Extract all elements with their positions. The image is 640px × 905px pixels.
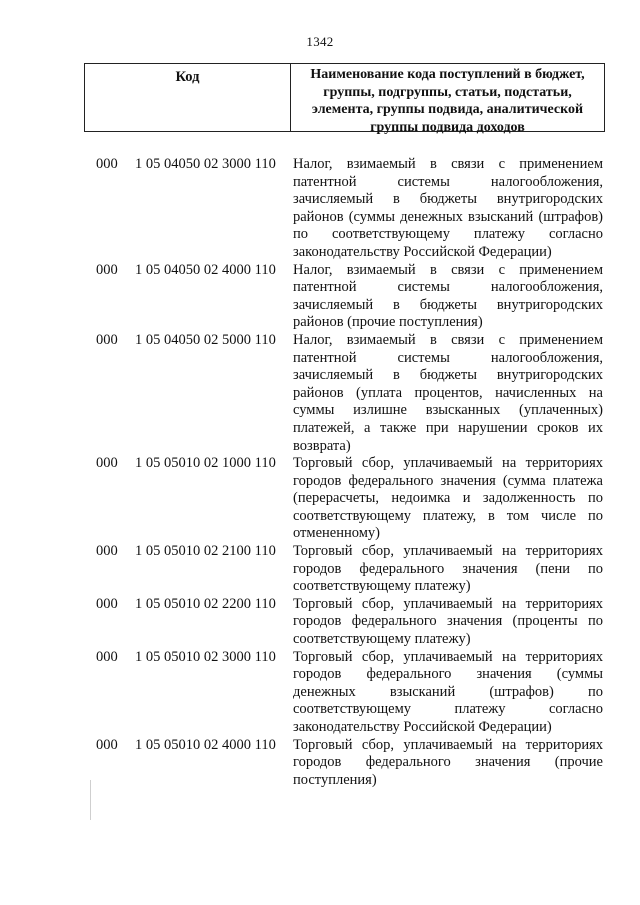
revenue-description: Торговый сбор, уплачиваемый на территориях городов федерального значения (прочие поступления) xyxy=(293,736,603,788)
revenue-code: 1 05 05010 02 3000 110 xyxy=(135,648,276,665)
table-row xyxy=(0,332,640,455)
revenue-code: 1 05 04050 02 5000 110 xyxy=(135,331,276,348)
revenue-description: Налог, взимаемый в связи с применением патентной системы налогообложения, зачисляемый в бюджеты внутригородских районов (уплата процентов, начисленных на суммы излишне взысканных (уплаченных) платежей, а также при нарушении сроков их возврата) xyxy=(293,331,603,454)
table-row xyxy=(0,543,640,596)
admin-code: 000 xyxy=(96,331,118,348)
revenue-description: Торговый сбор, уплачиваемый на территориях городов федерального значения (проценты по соответствующему платежу) xyxy=(293,595,603,648)
revenue-description: Налог, взимаемый в связи с применением патентной системы налогообложения, зачисляемый в бюджеты внутригородских районов (прочие поступления) xyxy=(293,261,603,331)
admin-code: 000 xyxy=(96,595,118,612)
admin-code: 000 xyxy=(96,156,118,172)
table-header xyxy=(84,63,605,135)
admin-code: 000 xyxy=(96,455,118,472)
table-row xyxy=(0,455,640,543)
revenue-description: Торговый сбор, уплачиваемый на территориях городов федерального значения (суммы денежных взысканий (штрафов) по соответствующему платежу согласно законодательству Российской Федерации) xyxy=(293,648,603,735)
revenue-description: Торговый сбор, уплачиваемый на территориях городов федерального значения (сумма платежа (перерасчеты, недоимка и задолженность по соответствующему платежу, в том числе по отмененному) xyxy=(293,455,603,542)
table-body xyxy=(0,156,640,789)
table-row xyxy=(0,649,640,737)
scan-margin-mark xyxy=(90,780,91,820)
admin-code: 000 xyxy=(96,648,118,665)
admin-code: 000 xyxy=(96,261,118,278)
table-row xyxy=(0,156,640,262)
revenue-code: 1 05 04050 02 4000 110 xyxy=(135,261,276,278)
table-row xyxy=(0,737,640,790)
revenue-code: 1 05 05010 02 4000 110 xyxy=(135,736,276,753)
revenue-description: Налог, взимаемый в связи с применением патентной системы налогообложения, зачисляемый в бюджеты внутригородских районов (суммы денежных взысканий (штрафов) по соответствующему платежу согласно законодательству Российской Федерации) xyxy=(293,156,603,260)
revenue-code: 1 05 04050 02 3000 110 xyxy=(135,156,276,172)
revenue-code: 1 05 05010 02 2200 110 xyxy=(135,595,276,612)
table-row xyxy=(0,596,640,649)
header-code-column: Код xyxy=(85,64,291,131)
revenue-code: 1 05 05010 02 1000 110 xyxy=(135,455,276,472)
revenue-code: 1 05 05010 02 2100 110 xyxy=(135,543,276,560)
header-name-column: Наименование кода поступлений в бюджет, группы, подгруппы, статьи, подстатьи, элемента, группы подвида, аналитической группы подвида доходов xyxy=(310,67,585,135)
admin-code: 000 xyxy=(96,543,118,560)
table-row xyxy=(0,262,640,332)
page-number: 1342 xyxy=(306,34,334,49)
revenue-description: Торговый сбор, уплачиваемый на территориях городов федерального значения (пени по соответствующему платежу) xyxy=(293,543,603,595)
admin-code: 000 xyxy=(96,736,118,753)
